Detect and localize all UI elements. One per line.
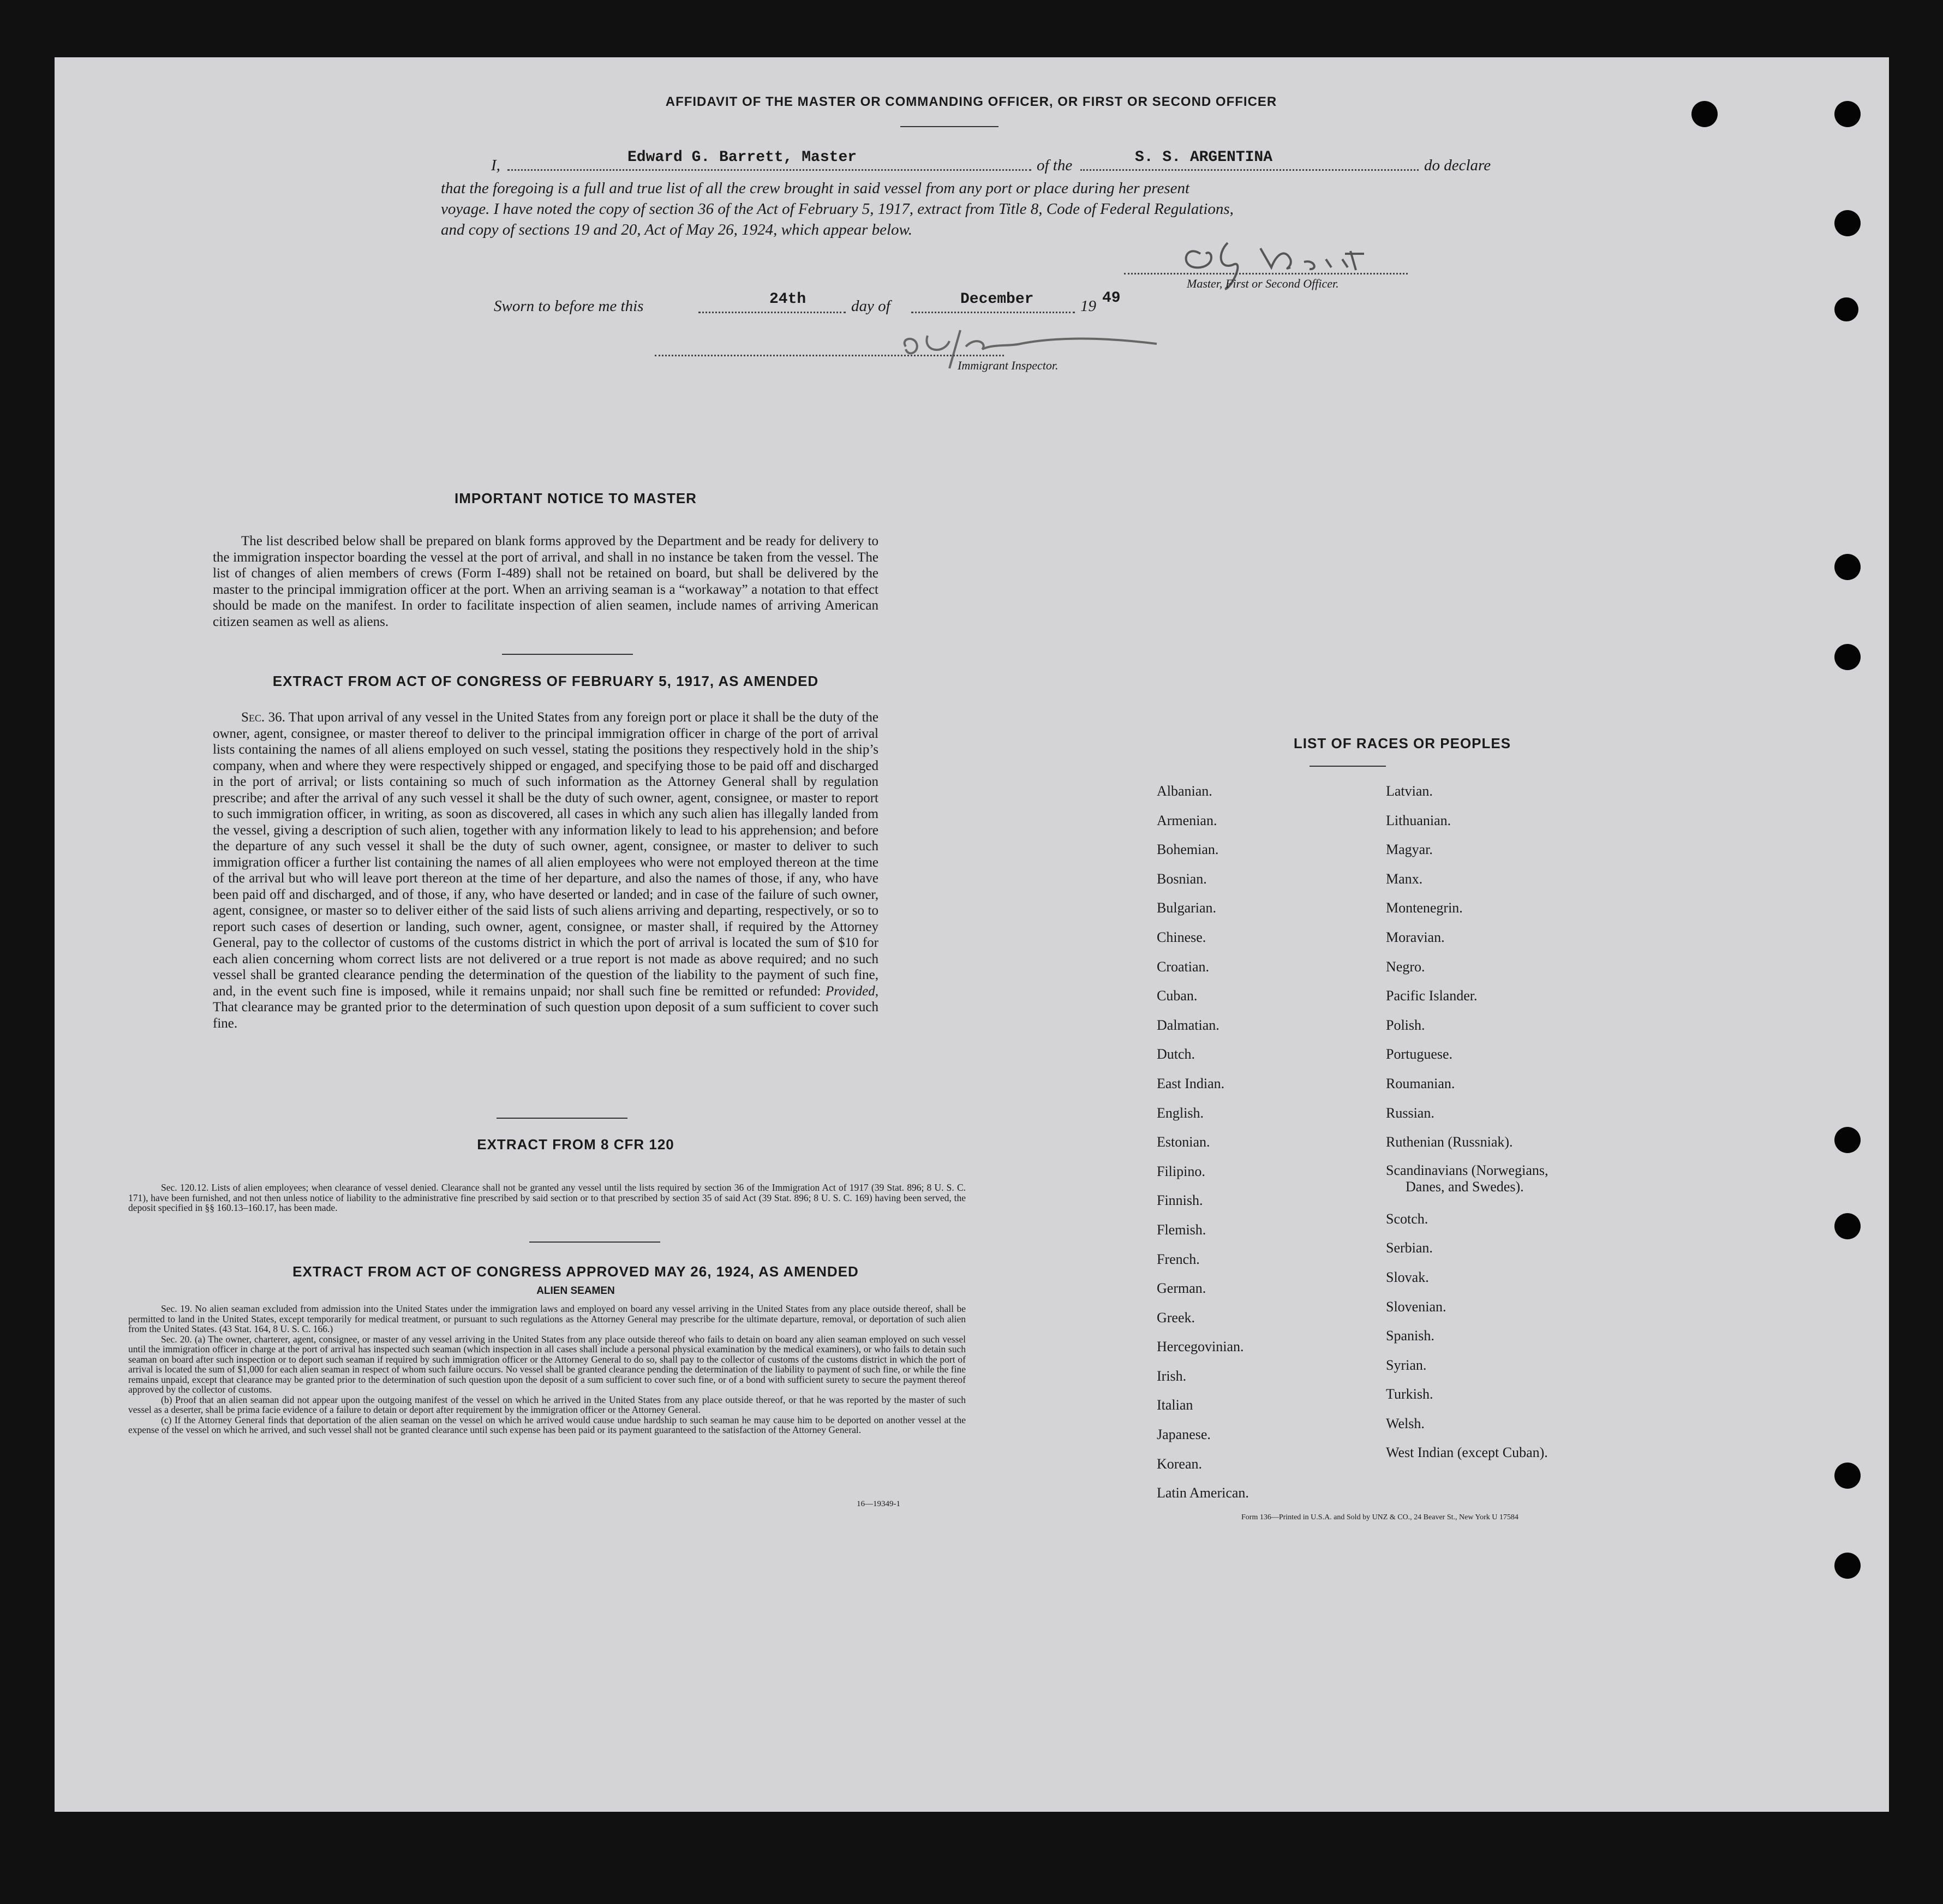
races-title: LIST OF RACES OR PEOPLES (1293, 735, 1511, 751)
race-item: Estonian. (1157, 1134, 1210, 1150)
year-suffix: 49 (1102, 290, 1121, 307)
race-item: Russian. (1386, 1105, 1434, 1121)
race-item: Filipino. (1157, 1163, 1205, 1179)
race-item: Bohemian. (1157, 841, 1219, 858)
vessel-line (1080, 169, 1419, 171)
race-item: Turkish. (1386, 1386, 1433, 1402)
race-item: Chinese. (1157, 929, 1206, 945)
race-item: German. (1157, 1280, 1206, 1297)
inspector-signature-line (655, 355, 1004, 356)
race-item: Pacific Islander. (1386, 988, 1478, 1004)
day-of-text: day of (851, 297, 890, 315)
race-item: Syrian. (1386, 1357, 1427, 1373)
do-declare-text: do declare (1424, 157, 1491, 174)
affidavit-i: I, (491, 157, 500, 174)
race-item: Italian (1157, 1397, 1193, 1413)
cfr-body (128, 1183, 966, 1213)
race-item: Korean. (1157, 1455, 1203, 1472)
race-item: Welsh. (1386, 1415, 1425, 1431)
sec36-text: That upon arrival of any vessel in the United States from any foreign port or place it shall be the duty of the owner, agent, consignee, or master thereof to deliver to the principal immigration officer in charge of the port of arrival lists containing the names of all aliens employed on such vessel, stating the positions they respectively hold in the ship’s company, when and where they were respectively shipped or engaged, and specifying those to be paid off and discharged in the port of arrival; or lists containing so much of such information as the Attorney General shall by regulation prescribe; and after the arrival of any such vessel it shall be the duty of such owner, agent, consignee, or master to report to such immigration officer, in writing, as soon as discovered, all cases in which any such alien has illegally landed from the vessel, giving a description of such alien, together with any information likely to lead to his apprehension; and before the departure of any such vessel it shall be the duty of such owner, agent, consignee, or master to deliver to such immigration officer a further list containing the names of all alien employees who were not employed thereon at the time of the arrival but who will leave port thereon at the time of her departure, and also the names of those, if any, who have been paid off and discharged, and of those, if any, who have deserted or landed; and in case of the failure of such owner, agent, consignee, or master so to deliver either of the said lists of such aliens arriving and departing, respectively, or so to report such cases of desertion or landing, such owner, agent, consignee, or master shall, if required by the Attorney General, pay to the collector of customs of the customs district in which the port of arrival is located the sum of $10 for each alien concerning whom correct lists are not delivered or a true report is not made as above required; and no such vessel shall be granted clearance pending the determination of the question of the liability to the payment of such fine, and, in the event such fine is imposed, while it remains unpaid; nor shall such fine be remitted or refunded: (213, 710, 878, 999)
race-item: Croatian. (1157, 958, 1210, 975)
race-item: Moravian. (1386, 929, 1445, 945)
affidavit-line3: voyage. I have noted the copy of section 36 of the Act of February 5, 1917, extract from Title 8, Code of Federal Regulations, (441, 200, 1234, 218)
affidavit-line2: that the foregoing is a full and true list of all the crew brought in said vessel from any port or place during her present (441, 180, 1190, 197)
extract-1917-body (213, 709, 878, 1031)
year-prefix: 19 (1080, 297, 1096, 315)
affidavit-line4: and copy of sections 19 and 20, Act of May 26, 1924, which appear below. (441, 221, 912, 238)
cfr-paragraph: Sec. 120.12. Lists of alien employees; when clearance of vessel denied. Clearance shall not be granted any vessel until the lists required by section 36 of the Immigration Act of 1917 (39 Stat. 896; 8 U. S. C. 171), have been furnished, and not then unless notice of liability to the administrative fine prescribed by said section or to that prescribed by section 35 of said Act (39 Stat. 896; 8 U. S. C. 169) having been served, the deposit specified in §§ 160.13–160.17, has been made. (128, 1182, 966, 1213)
document-page (55, 57, 1889, 1812)
notice-title: IMPORTANT NOTICE TO MASTER (455, 490, 697, 506)
inspector-caption: Immigrant Inspector. (958, 359, 1059, 372)
binder-hole (1691, 101, 1718, 127)
race-item: Slovak. (1386, 1269, 1429, 1285)
race-item: Armenian. (1157, 812, 1217, 828)
extract-1917-rule (497, 1118, 627, 1119)
race-item: Magyar. (1386, 841, 1433, 858)
race-item: Polish. (1386, 1017, 1425, 1033)
extract-1917-title: EXTRACT FROM ACT OF CONGRESS OF FEBRUARY 5, 1917, AS AMENDED (272, 673, 819, 689)
cfr-rule (529, 1242, 660, 1243)
race-item: Bosnian. (1157, 870, 1207, 887)
sec20a-paragraph: Sec. 20. (a) The owner, charterer, agent, consignee, or master of any vessel arriving in the United States from any place outside thereof who fails to detain on board any alien seaman employed on such vessel until the immigration officer in charge at the port of arrival has inspected such seaman (which inspection in all cases shall include a personal physical examination by the medical examiners), or who fails to detain such seaman on board after such inspection or to deport such seaman if required by such immigration officer or the Attorney General to do so, shall pay to the collector of customs of the customs district in which the port of arrival is located the sum of $1,000 for each alien seaman in respect of whom such failure occurs. No vessel shall be granted clearance pending the determination of the liability to payment of such fine, or while the fine remains unpaid, except that clearance may be granted prior to the determination of such question upon the deposit of a sum sufficient to cover such fine, or of a bond with sufficient surety to secure the payment thereof approved by the collector of customs. (128, 1333, 966, 1395)
race-item: Latvian. (1386, 783, 1433, 799)
race-item: Danes, and Swedes). (1406, 1178, 1524, 1195)
vessel-name: S. S. ARGENTINA (1135, 149, 1273, 166)
race-item: Greek. (1157, 1309, 1195, 1326)
race-item: Dalmatian. (1157, 1017, 1219, 1033)
race-item: Portuguese. (1386, 1046, 1453, 1063)
notice-paragraph: The list described below shall be prepared on blank forms approved by the Department and be ready for delivery to the immigration inspector boarding the vessel at the port of arrival, and shall in no instance be taken from the vessel. The list of changes of alien members of crews (Form I-489) shall not be retained on board, but shall be delivered by the master to the principal immigration officer at the port. When an arriving seaman is a “workaway” a notation to that effect should be made on the manifest. In order to facilitate inspection of alien seamen, include names of arriving American citizen seamen as well as aliens. (213, 534, 878, 629)
cfr-title: EXTRACT FROM 8 CFR 120 (477, 1136, 674, 1153)
binder-hole (1834, 554, 1861, 580)
race-item: Japanese. (1157, 1426, 1211, 1443)
race-item: Finnish. (1157, 1192, 1203, 1209)
race-item: Dutch. (1157, 1046, 1195, 1063)
race-item: Hercegovinian. (1157, 1339, 1244, 1355)
binder-hole (1834, 1463, 1861, 1489)
race-item: Albanian. (1157, 783, 1212, 799)
sec36-label: Sec. 36. (241, 710, 285, 725)
provided-word: Provided, (826, 983, 878, 999)
race-item: Lithuanian. (1386, 812, 1451, 828)
binder-hole (1834, 210, 1861, 236)
binder-hole (1834, 1213, 1861, 1239)
race-item: Scandinavians (Norwegians, (1386, 1162, 1549, 1178)
binder-hole (1834, 644, 1861, 670)
race-item: Slovenian. (1386, 1298, 1446, 1315)
binder-hole (1834, 297, 1858, 321)
race-item: Bulgarian. (1157, 900, 1217, 916)
race-item: East Indian. (1157, 1075, 1225, 1091)
races-column-1 (1157, 777, 1364, 1505)
extract-1924-subtitle: ALIEN SEAMEN (536, 1285, 615, 1297)
sec36-text-end: That clearance may be granted prior to the determination of such question upon deposit of a sum sufficient to cover such fine. (213, 1000, 878, 1031)
day-line (698, 312, 846, 313)
form-footer: Form 136—Printed in U.S.A. and Sold by UNZ & CO., 24 Beaver St., New York U 17584 (1241, 1513, 1518, 1521)
form-number: 16—19349-1 (857, 1500, 900, 1508)
race-item: Cuban. (1157, 988, 1198, 1004)
master-caption: Master, First or Second Officer. (1187, 277, 1339, 290)
sec20c-paragraph: (c) If the Attorney General finds that deportation of the alien seaman on the vessel on which he arrived would cause undue hardship to such seaman he may cause him to be deported on another vessel at the expense of the vessel on which he arrived, and such vessel shall not be granted clearance until such expense has been paid or its payment guaranteed to the satisfaction of the Attorney General. (128, 1414, 966, 1435)
race-item: Spanish. (1386, 1328, 1434, 1344)
notice-rule (502, 654, 633, 655)
race-item: Montenegrin. (1386, 900, 1463, 916)
binder-hole (1834, 1127, 1861, 1153)
affidavit-title: AFFIDAVIT OF THE MASTER OR COMMANDING OFFICER, OR FIRST OR SECOND OFFICER (665, 94, 1277, 109)
declarant-line (507, 169, 1031, 171)
races-column-2 (1386, 777, 1670, 1467)
race-item: Roumanian. (1386, 1075, 1455, 1091)
race-item: Latin American. (1157, 1485, 1249, 1501)
race-item: Negro. (1386, 958, 1425, 975)
sworn-month: December (960, 291, 1034, 308)
sec19-paragraph: Sec. 19. No alien seaman excluded from admission into the United States under the immigration laws and employed on board any vessel arriving in the United States from any place outside thereof, shall be permitted to land in the United States, except temporarily for medical treatment, or pursuant to such regulations as the Attorney General may prescribe for the ultimate departure, removal, or deportation of such alien from the United States. (43 Stat. 164, 8 U. S. C. 166.) (128, 1303, 966, 1334)
binder-hole (1834, 101, 1861, 127)
sec20b-paragraph: (b) Proof that an alien seaman did not appear upon the outgoing manifest of the vessel on which he arrived in the United States from any place outside thereof, or that he was reported by the master of such vessel as a deserter, shall be prima facie evidence of a failure to detain or deport after requirement by the immigration officer or the Attorney General. (128, 1394, 966, 1415)
extract-1924-title: EXTRACT FROM ACT OF CONGRESS APPROVED MAY 26, 1924, AS AMENDED (292, 1263, 859, 1280)
sworn-text: Sworn to before me this (494, 297, 644, 315)
race-item: French. (1157, 1251, 1200, 1267)
race-item: Flemish. (1157, 1221, 1206, 1238)
title-rule (900, 126, 999, 127)
declarant-name: Edward G. Barrett, Master (627, 149, 857, 166)
of-the-text: of the (1037, 157, 1073, 174)
binder-hole (1834, 1553, 1861, 1579)
master-signature-line (1124, 273, 1408, 274)
notice-body (213, 533, 878, 630)
race-item: Ruthenian (Russniak). (1386, 1134, 1513, 1150)
race-item: English. (1157, 1105, 1204, 1121)
month-line (911, 312, 1075, 313)
race-item: Scotch. (1386, 1210, 1428, 1227)
races-rule (1310, 766, 1386, 767)
race-item: Irish. (1157, 1368, 1187, 1384)
race-item: West Indian (except Cuban). (1386, 1445, 1548, 1461)
race-item: Manx. (1386, 870, 1423, 887)
race-item: Serbian. (1386, 1240, 1433, 1256)
sworn-day: 24th (769, 291, 806, 308)
extract-1924-body (128, 1304, 966, 1435)
